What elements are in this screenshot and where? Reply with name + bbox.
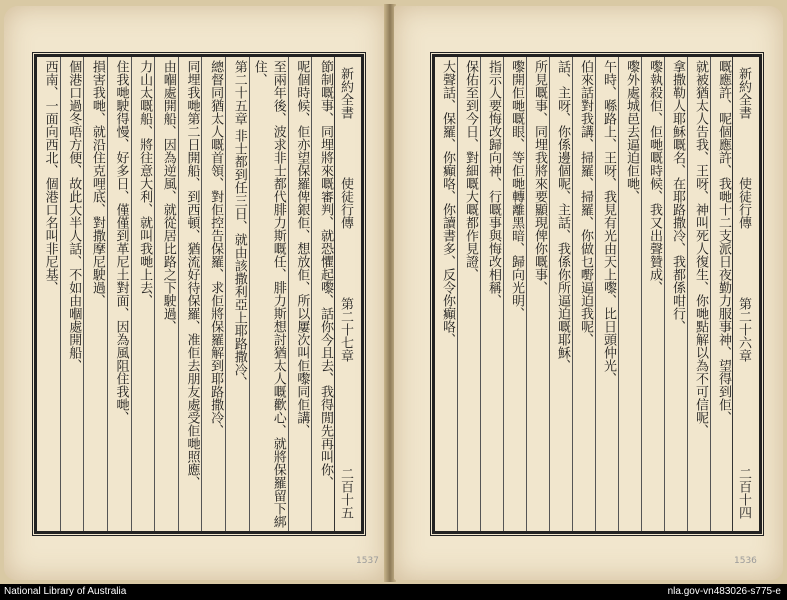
- text-column: 力山太嘅船、將往意大利、就叫我哋上去、: [131, 57, 155, 531]
- text-column: 呢個時候、佢亦望保羅俾銀佢、想放佢、所以屢次叫佢嚟同佢講、: [288, 57, 312, 531]
- text-column: 話、主呀、你係邊個呢、主話、我係你所逼迫嘅耶穌、: [549, 57, 572, 531]
- text-column: 就被猶太人告我、王呀、神叫死人復生、你哋點解以為不可信呢、: [687, 57, 710, 531]
- text-column: 嚟開佢哋嘅眼、等佢哋轉離黑暗、歸向光明、: [503, 57, 526, 531]
- text-column: 嘅應許、呢個應許、我哋十二支派日夜勤力服事神、望得到佢、: [710, 57, 733, 531]
- text-column: 同埋我哋第二日開船、到西頓、猶流好待保羅、准佢去朋友處受佢哋照應、: [178, 57, 202, 531]
- text-column: 至兩年後、波求非士都代腓力斯嘅任、腓力斯想討猶太人嘅歡心、就將保羅留下綁住、: [249, 57, 288, 531]
- text-column: 損害我哋、就沿住克哩底、對撒摩尼駛過、: [83, 57, 107, 531]
- text-column: 住我哋駛得慢、好多日、僅僅到革尼土對面、因為風阻住我哋、: [107, 57, 131, 531]
- text-column: 由嗰處開船、因為逆風、就從居比路之下駛過、: [154, 57, 178, 531]
- left-pencil-mark: 1537: [356, 556, 379, 566]
- text-column: 拿撒勒人耶穌嘅名、在耶路撒冷、我都係咁行、: [664, 57, 687, 531]
- text-column: 所見嘅事、同埋我將來要顯現俾你嘅事、: [526, 57, 549, 531]
- right-text-frame: [432, 54, 762, 534]
- right-book-title: 新約全書: [736, 67, 751, 119]
- text-column: 第二十五章 非士都到任三日、就由該撒利亞上耶路撒冷、: [225, 57, 249, 531]
- left-page-number: 二百十五: [338, 467, 353, 519]
- text-column: 西南、一面向西北、個港口名叫非尼基、: [42, 60, 58, 294]
- footer-library-name: National Library of Australia: [4, 586, 127, 597]
- text-column: 午時、喺路上、王呀、我見有光由天上嚟、比日頭仲光、: [595, 57, 618, 531]
- left-center-strip: [334, 57, 361, 531]
- right-center-strip: [732, 57, 759, 531]
- right-pencil-mark: 1536: [734, 556, 757, 566]
- left-chapter: 第二十七章: [338, 297, 353, 362]
- footer-item-id: nla.gov-vn483026-s775-e: [667, 586, 781, 597]
- text-column: 伯來話對我講、掃羅、掃羅、你做乜嘢逼迫我呢、: [572, 57, 595, 531]
- left-text-columns: [37, 57, 335, 531]
- text-column: 指示人要悔改歸向神、行嘅事與悔改相稱、: [480, 57, 503, 531]
- text-column: 大聲話、保羅、你癲咯、你讀書多、反令你癲咯、: [440, 60, 455, 346]
- text-column: 嚟執殺佢、佢哋嘅時候、我又出聲贊成、: [641, 57, 664, 531]
- text-column: 嚟外處城邑去逼迫佢哋、: [618, 57, 641, 531]
- right-page: [394, 6, 783, 580]
- viewer-footer: [0, 584, 787, 600]
- left-book-title: 新約全書: [338, 67, 353, 119]
- left-page: [4, 6, 386, 580]
- left-section-title: 使徒行傳: [338, 177, 353, 229]
- left-text-frame: [34, 54, 364, 534]
- right-text-columns: [435, 57, 733, 531]
- text-column: 保佑至到今日、對細嘅大嘅都作見證、: [457, 57, 480, 531]
- right-page-number: 二百十四: [736, 467, 751, 519]
- text-column: 總督同猶太人嘅首領、對佢控告保羅、求佢將保羅解到耶路撒冷、: [201, 57, 225, 531]
- text-column: 節制嘅事、同埋將來嘅審判、就恐懼起嚟、話你今且去、我得閒先再叫你、: [311, 57, 335, 531]
- right-section-title: 使徒行傳: [736, 177, 751, 229]
- text-column: 個港口過冬唔方便、故此大半人話、不如由嗰處開船、: [60, 57, 84, 531]
- right-chapter: 第二十六章: [736, 297, 751, 362]
